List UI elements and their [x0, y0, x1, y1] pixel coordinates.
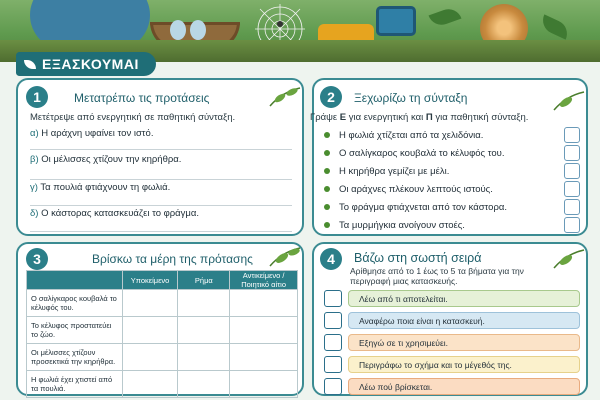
item-text: Η φωλιά χτίζεται από τα χελιδόνια. [339, 129, 484, 141]
leaf-icon [268, 246, 302, 268]
table-cell-answer[interactable] [178, 371, 230, 398]
bullet-icon [324, 222, 330, 228]
leaf-icon [552, 248, 586, 270]
item-text: Η κηρήθρα γεμίζει με μέλι. [339, 165, 450, 177]
answer-box[interactable] [564, 163, 580, 179]
step-option: Αναφέρω ποια είναι η κατασκευή. [348, 312, 580, 329]
table-cell-answer[interactable] [122, 344, 178, 371]
instruction-text: Γράψε [310, 112, 340, 123]
activity-title: Ξεχωρίζω τη σύνταξη [354, 91, 468, 105]
table-cell-sentence: Ο σαλίγκαρος κουβαλά το κέλυφός του. [27, 290, 123, 317]
item-text: Τα μυρμήγκια ανοίγουν στοές. [339, 219, 465, 231]
answer-box[interactable] [564, 199, 580, 215]
activity-instruction: Μετέτρεψε από ενεργητική σε παθητική σύνταξη. [30, 112, 236, 123]
item-text: Ο σαλίγκαρος κουβαλά το κέλυφός του. [339, 147, 505, 159]
table-cell-answer[interactable] [178, 290, 230, 317]
egg-illustration [190, 20, 206, 40]
bullet-icon [324, 168, 330, 174]
table-cell-sentence: Η φωλιά έχει χτιστεί από τα πουλιά. [27, 371, 123, 398]
instruction-letter-p: Π [425, 112, 433, 123]
list-item [324, 126, 580, 144]
table-cell-answer[interactable] [178, 344, 230, 371]
table-cell-answer[interactable] [122, 290, 178, 317]
item-text: Το φράγμα φτιάχνεται από τον κάστορα. [339, 201, 507, 213]
activity-number: 4 [320, 248, 342, 270]
leaf-illustration [429, 5, 462, 28]
section-title-ribbon [16, 52, 156, 76]
activity-title: Μετατρέπω τις προτάσεις [74, 91, 210, 105]
sentence-line[interactable] [30, 152, 292, 180]
activity-4-panel [312, 242, 588, 396]
order-number-box[interactable] [324, 312, 342, 329]
table-row [27, 290, 298, 317]
item-text: Η αράχνη υφαίνει τον ιστό. [41, 128, 154, 139]
table-cell-answer[interactable] [178, 317, 230, 344]
sentence-line[interactable] [30, 206, 292, 232]
instruction-text: για παθητική σύνταξη. [432, 112, 529, 123]
step-option: Λέω πού βρίσκεται. [348, 378, 580, 395]
leaf-illustration [538, 14, 571, 39]
list-item [324, 216, 580, 234]
table-cell-answer[interactable] [122, 371, 178, 398]
item-letter: δ) [30, 208, 39, 219]
activity-title: Βάζω στη σωστή σειρά [354, 251, 482, 265]
table-header [27, 271, 123, 290]
list-item [324, 198, 580, 216]
activity-1-panel [16, 78, 304, 236]
activity-number: 3 [26, 248, 48, 270]
sentence-line[interactable] [30, 126, 292, 150]
leaf-icon [268, 86, 302, 108]
table-cell-answer[interactable] [230, 317, 298, 344]
list-item [324, 162, 580, 180]
table-cell-sentence: Το κέλυφος προστατεύει το ζώο. [27, 317, 123, 344]
instruction-letter-e: Ε [339, 112, 347, 123]
activity-3-panel [16, 242, 304, 396]
egg-illustration [170, 20, 186, 40]
bullet-icon [324, 204, 330, 210]
bullet-icon [324, 150, 330, 156]
table-header: Υποκείμενο [122, 271, 178, 290]
order-number-box[interactable] [324, 378, 342, 395]
table-row [27, 317, 298, 344]
leaf-icon [552, 90, 586, 112]
step-option: Περιγράφω το σχήμα και το μέγεθός της. [348, 356, 580, 373]
answer-box[interactable] [564, 217, 580, 233]
item-text: Τα πουλιά φτιάχνουν τη φωλιά. [40, 182, 171, 193]
sentence-line[interactable] [30, 180, 292, 206]
table-cell-answer[interactable] [230, 290, 298, 317]
table-header: Ρήμα [178, 271, 230, 290]
item-letter: α) [30, 128, 39, 139]
instruction-text: για ενεργητική και [346, 112, 426, 123]
table-row [27, 371, 298, 398]
answer-box[interactable] [564, 127, 580, 143]
order-number-box[interactable] [324, 290, 342, 307]
leaf-icon [24, 60, 36, 69]
table-cell-answer[interactable] [230, 344, 298, 371]
bullet-icon [324, 186, 330, 192]
list-item [324, 180, 580, 198]
order-number-box[interactable] [324, 334, 342, 351]
item-text: Ο κάστορας κατασκευάζει το φράγμα. [41, 208, 200, 219]
activity-number: 1 [26, 86, 48, 108]
table-row [27, 344, 298, 371]
list-item [324, 144, 580, 162]
item-text: Οι μέλισσες χτίζουν την κηρήθρα. [41, 154, 182, 165]
table-cell-answer[interactable] [122, 317, 178, 344]
step-option: Λέω από τι αποτελείται. [348, 290, 580, 307]
table-cell-answer[interactable] [230, 371, 298, 398]
tablet-illustration [376, 6, 416, 36]
step-option: Εξηγώ σε τι χρησιμεύει. [348, 334, 580, 351]
table-header: Αντικείμενο / Ποιητικό αίτιο [230, 271, 298, 290]
order-number-box[interactable] [324, 356, 342, 373]
activity-number: 2 [320, 86, 342, 108]
table-cell-sentence: Οι μέλισσες χτίζουν προσεκτικά την κηρήθρα. [27, 344, 123, 371]
section-title: ΕΞΑΣΚΟΥΜΑΙ [42, 56, 139, 72]
activity-instruction [310, 112, 528, 124]
sentence-parts-table [26, 270, 298, 398]
item-letter: γ) [30, 182, 38, 193]
bullet-icon [324, 132, 330, 138]
item-letter: β) [30, 154, 39, 165]
answer-box[interactable] [564, 181, 580, 197]
activity-2-panel [312, 78, 588, 236]
item-text: Οι αράχνες πλέκουν λεπτούς ιστούς. [339, 183, 493, 195]
activity-instruction: Αρίθμησε από το 1 έως το 5 τα βήματα για την περιγραφή μιας κατασκευής. [350, 266, 524, 286]
answer-box[interactable] [564, 145, 580, 161]
activity-title: Βρίσκω τα μέρη της πρότασης [92, 252, 253, 266]
